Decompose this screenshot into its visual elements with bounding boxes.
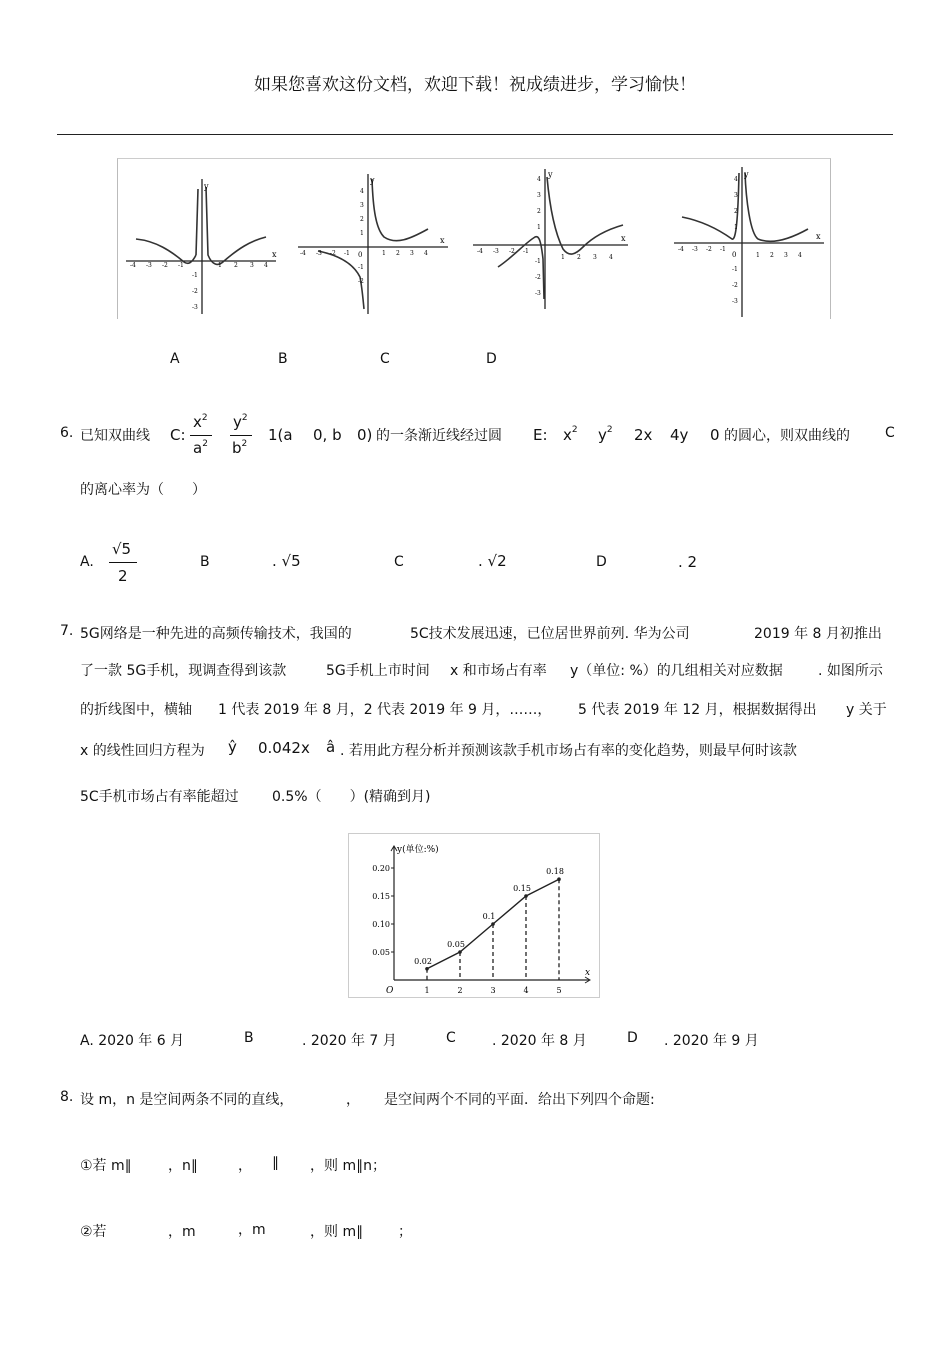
graph-b-tick: -2	[330, 250, 336, 257]
graph-c-tick: -2	[535, 274, 541, 281]
graph-c-tick: 4	[609, 254, 613, 261]
q8-prop-2e: ；	[398, 1224, 412, 1240]
q6-line-2: 的离心率为（ ）	[80, 482, 206, 498]
q6-option-a-den: 2	[118, 567, 128, 585]
q6-circle-x: $x^2$	[563, 425, 578, 444]
graph-c-tick: -1	[535, 258, 541, 265]
data-point	[491, 922, 495, 926]
option-label-c: C	[380, 351, 390, 367]
q6-eq-part: 1(a	[268, 426, 293, 444]
q6-frac1-line	[190, 435, 212, 436]
q8-prop-2a: ②若	[80, 1224, 107, 1240]
graph-b-tick: -1	[358, 264, 364, 271]
q7-coef: 0.042x	[258, 739, 310, 757]
q6-circle-term: 2x	[634, 426, 653, 444]
y-tick-label: 0.15	[372, 892, 390, 901]
q6-text-1: 已知双曲线	[80, 428, 150, 444]
function-graphs-svg	[118, 159, 830, 319]
q6-option-b: B	[200, 554, 210, 570]
q7-line-1b: 5C技术发展迅速，已位居世界前列. 华为公司	[410, 626, 690, 642]
graph-d-tick: 1	[734, 224, 738, 231]
q7-chart-svg	[349, 834, 599, 997]
graph-b-tick: 3	[410, 250, 414, 257]
q6-text-3: 的圆心，则双曲线的	[724, 428, 850, 444]
graph-a-tick: 3	[250, 262, 254, 269]
graph-a-tick: -2	[192, 288, 198, 295]
graph-c-tick: 4	[537, 176, 541, 183]
x-tick-label: 2	[457, 986, 463, 995]
q7-line-3d: y 关于	[846, 702, 887, 718]
q7-a-hat: â	[326, 738, 336, 756]
q7-number: 7.	[60, 623, 74, 639]
option-label-a: A	[170, 351, 180, 367]
q6-option-b-value: . √5	[272, 552, 301, 570]
q6-text-2: 的一条渐近线经过圆	[376, 428, 502, 444]
option-label-d: D	[486, 351, 497, 367]
q8-comma: ，	[346, 1092, 360, 1108]
chart-y-label: y(单位:%)	[397, 845, 439, 855]
graph-a-tick: -1	[178, 262, 184, 269]
q7-option-c: C	[446, 1030, 456, 1046]
q6-hyperbola-c: C:	[170, 426, 186, 444]
graph-c-tick: 1	[561, 254, 565, 261]
graph-a-tick: 2	[234, 262, 238, 269]
data-label: 0.02	[414, 956, 432, 966]
graph-a	[126, 179, 277, 314]
x-tick-label: 5	[556, 986, 562, 995]
q6-circle-term: 4y	[670, 426, 689, 444]
graph-d-tick: 3	[734, 192, 738, 199]
graph-a-tick: -1	[192, 272, 198, 279]
data-label: 0.15	[513, 884, 531, 893]
q7-option-a: A. 2020 年 6 月	[80, 1033, 185, 1049]
graph-b-tick: -4	[300, 250, 306, 257]
q6-frac2-line	[230, 435, 252, 436]
q6-frac2-den: $b^2$	[232, 439, 248, 457]
q8-prop-2c: ，m	[238, 1222, 266, 1238]
graph-b	[298, 174, 448, 314]
q8-number: 8.	[60, 1089, 74, 1105]
q7-line-4e: . 若用此方程分析并预测该款手机市场占有率的变化趋势，则最早何时该款	[340, 743, 797, 759]
graph-d-tick: -4	[678, 246, 684, 253]
graph-c	[473, 169, 628, 309]
q7-line-2a: 了一款 5G手机，现调查得到该款	[80, 663, 287, 679]
graph-a-tick: 1	[218, 262, 222, 269]
q8-text-2: 是空间两个不同的平面．给出下列四个命题:	[384, 1092, 655, 1108]
graph-b-tick: 4	[360, 188, 364, 195]
q8-text-1: 设 m，n 是空间两条不同的直线，	[80, 1092, 294, 1108]
q7-option-b: B	[244, 1030, 254, 1046]
graph-b-tick: 4	[424, 250, 428, 257]
graph-a-tick: -3	[146, 262, 152, 269]
graph-b-tick: -3	[316, 250, 322, 257]
page-header: 如果您喜欢这份文档，欢迎下载！祝成绩进步，学习愉快！	[254, 75, 696, 95]
graph-d-tick: 1	[756, 252, 760, 259]
q7-line-2e: . 如图所示	[818, 663, 883, 679]
q6-frac1-den: $a^2$	[193, 439, 208, 457]
q6-option-a: A.	[80, 554, 94, 570]
q7-line-4a: x 的线性回归方程为	[80, 743, 205, 759]
graph-d-x-label: x	[816, 232, 821, 241]
q7-line-2c: x 和市场占有率	[450, 663, 547, 679]
q7-line-2b: 5G手机上市时间	[326, 663, 430, 679]
graph-c-tick: 2	[537, 208, 541, 215]
data-point	[458, 950, 462, 954]
q7-line-chart	[348, 833, 600, 998]
graph-d-y-label: y	[744, 170, 749, 179]
graph-a-tick: -2	[162, 262, 168, 269]
graph-d-tick: -2	[706, 246, 712, 253]
graph-c-tick: 3	[537, 192, 541, 199]
q6-option-c-value: . √2	[478, 552, 507, 570]
q8-prop-1a: ①若 m∥	[80, 1158, 132, 1174]
header-divider	[57, 134, 893, 135]
graph-c-tick: -4	[477, 248, 483, 255]
q6-option-d-value: . 2	[678, 553, 698, 571]
data-label: 0.05	[447, 940, 465, 949]
option-label-b: B	[278, 351, 288, 367]
y-tick-label: 0.10	[372, 920, 390, 929]
graph-b-tick: 2	[360, 216, 364, 223]
q6-eq-part: 0, b	[313, 426, 342, 444]
q6-text-c: C	[885, 425, 895, 441]
graph-d-tick: 2	[734, 208, 738, 215]
q7-option-c-value: . 2020 年 8 月	[492, 1033, 587, 1049]
q8-prop-2d: ，则 m∥	[310, 1224, 364, 1240]
x-tick-label: 3	[490, 986, 496, 995]
q6-frac1-num: $x^2$	[193, 413, 208, 431]
chart-origin-label: O	[386, 986, 394, 996]
data-point	[425, 967, 429, 971]
q6-option-c: C	[394, 554, 404, 570]
graph-b-y-label: y	[370, 176, 375, 185]
graph-d-tick: 2	[770, 252, 774, 259]
data-point	[524, 894, 528, 898]
chart-x-label: x	[585, 968, 591, 978]
q7-line-1a: 5G网络是一种先进的高频传输技术，我国的	[80, 626, 352, 642]
graph-b-tick: -1	[344, 250, 350, 257]
graph-b-tick: 3	[360, 202, 364, 209]
graph-b-x-label: x	[440, 236, 445, 245]
graph-b-origin: 0	[358, 251, 363, 259]
data-label: 0.1	[482, 912, 496, 921]
x-tick-label: 1	[424, 986, 430, 995]
q7-line-3c: 5 代表 2019 年 12 月，根据数据得出	[578, 702, 817, 718]
q8-prop-2b: ，m	[168, 1224, 196, 1240]
graph-c-tick: -3	[535, 290, 541, 297]
q7-y-hat: ŷ	[228, 738, 237, 756]
q6-eq-part: 0)	[357, 426, 373, 444]
graph-d-tick: -3	[692, 246, 698, 253]
graph-a-tick: 4	[264, 262, 268, 269]
q7-line-5b: 0.5%（ ）(精确到月)	[272, 789, 431, 805]
graph-a-tick: -4	[130, 262, 136, 269]
graph-a-tick: -3	[192, 304, 198, 311]
q7-option-d: D	[627, 1030, 638, 1046]
graph-c-tick: 2	[577, 254, 581, 261]
q6-option-a-num: √5	[112, 540, 132, 558]
graph-c-x-label: x	[621, 234, 626, 243]
graph-d-tick: -3	[732, 298, 738, 305]
graph-d	[674, 167, 824, 317]
q8-prop-1d: ∥	[272, 1155, 279, 1171]
chart-marks	[414, 867, 564, 980]
q6-circle-term: 0	[710, 426, 720, 444]
q6-number: 6.	[60, 425, 74, 441]
graph-c-tick: -1	[523, 248, 529, 255]
graph-b-tick: -2	[358, 278, 364, 285]
graph-d-tick: 4	[734, 176, 738, 183]
graph-a-x-label: x	[272, 250, 277, 259]
graph-d-tick: -1	[720, 246, 726, 253]
graph-d-origin: 0	[732, 251, 737, 259]
graph-c-tick: -2	[509, 248, 515, 255]
graph-d-tick: 4	[798, 252, 802, 259]
function-graphs-figure	[117, 158, 831, 319]
q8-prop-1b: ，n∥	[168, 1158, 198, 1174]
q6-circle-e: E:	[533, 426, 548, 444]
graph-c-y-label: y	[548, 170, 553, 179]
chart-ticks	[372, 864, 561, 995]
graph-c-tick: 1	[537, 224, 541, 231]
graph-c-tick: -3	[493, 248, 499, 255]
y-tick-label: 0.05	[372, 948, 390, 957]
data-label: 0.18	[546, 867, 564, 877]
graph-b-tick: 2	[396, 250, 400, 257]
x-tick-label: 4	[523, 986, 529, 995]
q8-prop-1c: ，	[238, 1158, 252, 1174]
graph-b-tick: 1	[382, 250, 386, 257]
graph-d-tick: -2	[732, 282, 738, 289]
q6-option-a-frac-line	[109, 562, 137, 563]
q7-line-5a: 5C手机市场占有率能超过	[80, 789, 239, 805]
q6-option-d: D	[596, 554, 607, 570]
q7-option-d-value: . 2020 年 9 月	[664, 1033, 759, 1049]
graph-c-tick: 3	[593, 254, 597, 261]
q7-line-3a: 的折线图中，横轴	[80, 702, 192, 718]
data-point	[557, 877, 561, 881]
graph-b-tick: 1	[360, 230, 364, 237]
q6-circle-y: $y^2$	[598, 425, 613, 444]
y-tick-label: 0.20	[372, 864, 390, 873]
q8-prop-1e: ，则 m∥n；	[310, 1158, 386, 1174]
graph-a-y-label: y	[204, 182, 209, 191]
q7-line-2d: y（单位: %）的几组相关对应数据	[570, 663, 783, 679]
q7-option-b-value: . 2020 年 7 月	[302, 1033, 397, 1049]
graph-d-tick: -1	[732, 266, 738, 273]
q6-frac2-num: $y^2$	[233, 413, 248, 431]
q7-line-1c: 2019 年 8 月初推出	[754, 626, 882, 642]
graph-d-tick: 3	[784, 252, 788, 259]
q7-line-3b: 1 代表 2019 年 8 月，2 代表 2019 年 9 月，……，	[218, 702, 552, 718]
